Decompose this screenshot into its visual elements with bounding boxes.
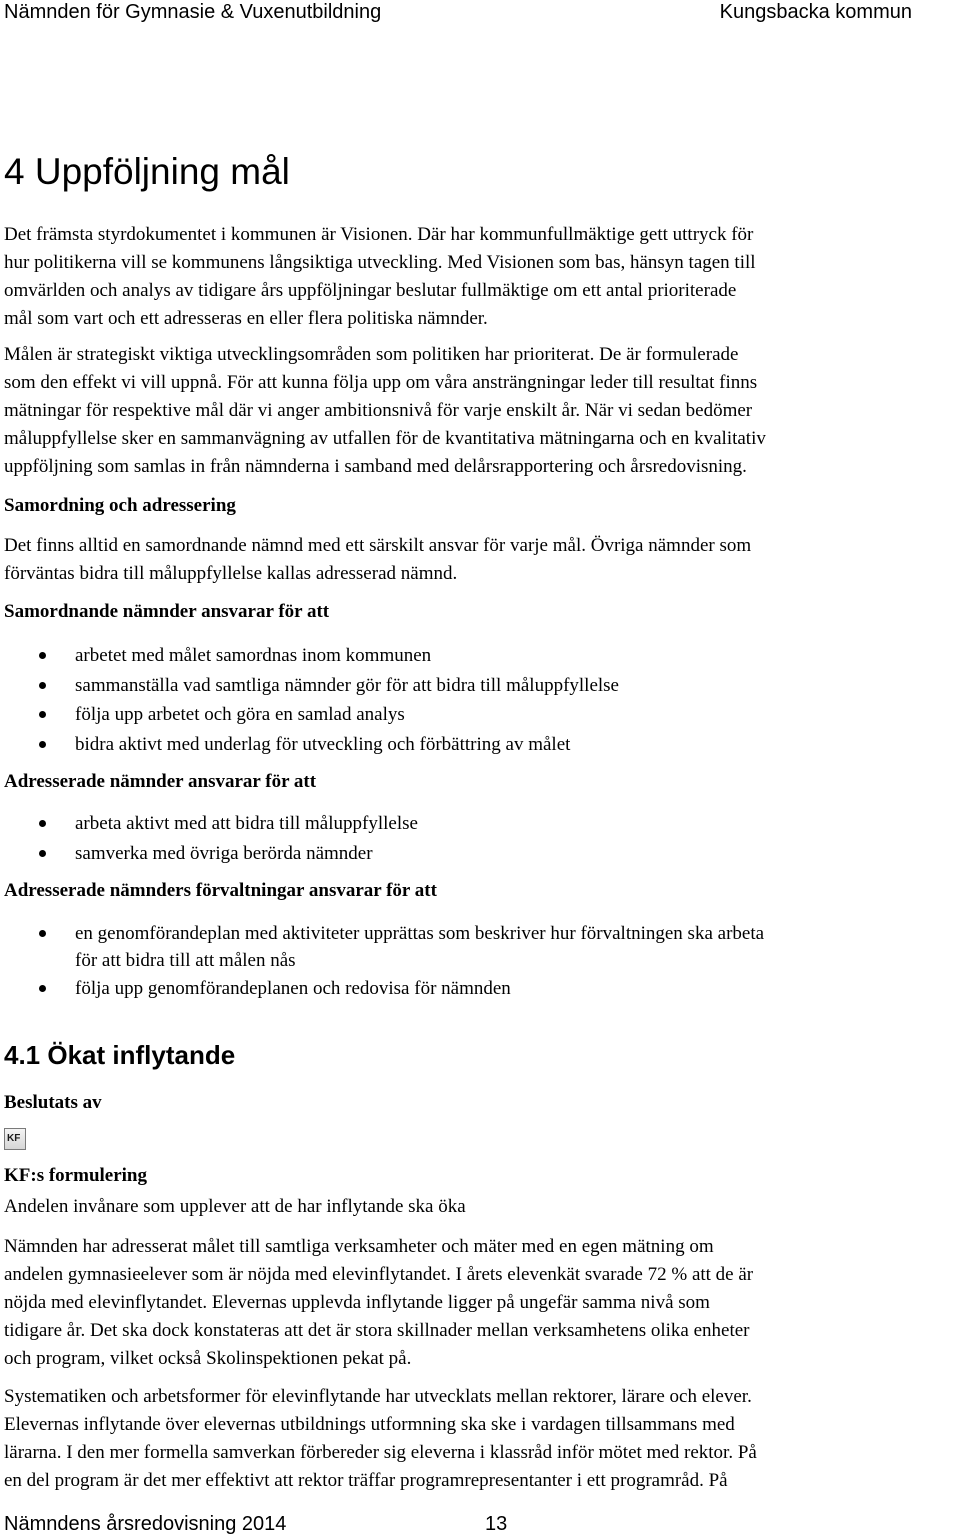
- list-item: sammanställa vad samtliga nämnder gör för att bidra till måluppfyllelse: [0, 671, 960, 701]
- bullet-icon: [39, 850, 46, 857]
- paragraph-line: Systematiken och arbetsformer för elevinflytande har utvecklats mellan rektorer, lärare och elever.: [4, 1386, 752, 1407]
- list-item: arbeta aktivt med att bidra till måluppfyllelse: [0, 809, 960, 839]
- bullet-icon: [39, 741, 46, 748]
- list-item: följa upp genomförandeplanen och redovisa för nämnden: [0, 974, 960, 1004]
- coordination-line: förväntas bidra till måluppfyllelse kallas adresserad nämnd.: [4, 563, 458, 584]
- bullet-icon: [39, 820, 46, 827]
- paragraph-line: Elevernas inflytande över elevernas utbildnings utformning ska ske i vardagen tillsammans med: [4, 1414, 735, 1435]
- decided-by-label: Beslutats av: [4, 1092, 102, 1113]
- intro-paragraph: [4, 221, 960, 333]
- paragraph-line: nöjda med elevinflytandet. Elevernas upplevda inflytande ligger på ungefär samma nivå som: [4, 1292, 710, 1313]
- intro-line: Det främsta styrdokumentet i kommunen är Visionen. Där har kommunfullmäktige gett uttryck för: [4, 224, 754, 245]
- goals-line: måluppfyllelse sker en sammanvägning av utfallen för de kvantitativa mätningarna och en kvalitativ: [4, 428, 766, 449]
- list-item: samverka med övriga berörda nämnder: [0, 839, 960, 869]
- coordination-heading: Samordning och adressering: [4, 495, 236, 516]
- goals-line: Målen är strategiskt viktiga utvecklingsområden som politiken har prioriterat. De är formulerade: [4, 344, 739, 365]
- formulation-label: KF:s formulering: [4, 1165, 148, 1186]
- bullet-icon: [39, 682, 46, 689]
- coordination-line: Det finns alltid en samordnande nämnd med ett särskilt ansvar för varje mål. Övriga nämnder som: [4, 535, 752, 556]
- bullet-icon: [39, 930, 46, 937]
- paragraph-line: lärarna. I den mer formella samverkan förbereder sig eleverna i klassråd inför mötet med rektor. På: [4, 1442, 757, 1463]
- intro-line: omvärlden och analys av tidigare års uppföljningar beslutar fullmäktige om ett antal prioriterade: [4, 280, 737, 301]
- coordinating-committees-list: [0, 641, 960, 759]
- goals-paragraph: [4, 341, 960, 481]
- list-item: följa upp arbetet och göra en samlad analys: [0, 700, 960, 730]
- intro-line: hur politikerna vill se kommunens långsiktiga utveckling. Med Visionen som bas, hänsyn tagen till: [4, 252, 756, 273]
- paragraph-line: andelen gymnasieelever som är nöjda med elevinflytandet. I årets elevenkät svarade 72 % att de är: [4, 1264, 754, 1285]
- paragraph-line: tidigare år. Det ska dock konstateras att det är stora skillnader mellan verksamhetens olika enheter: [4, 1320, 750, 1341]
- kf-icon: KF: [4, 1128, 26, 1150]
- paragraph-line: och program, vilket också Skolinspektionen pekat på.: [4, 1348, 412, 1369]
- coordination-paragraph: [4, 532, 960, 588]
- header-committee-name: Nämnden för Gymnasie & Vuxenutbildning: [4, 1, 382, 23]
- administrations-list: [0, 920, 960, 1004]
- paragraph-line: Nämnden har adresserat målet till samtliga verksamheter och mäter med en egen mätning om: [4, 1236, 714, 1257]
- section-title: 4 Uppföljning mål: [4, 151, 290, 192]
- formulation-text: Andelen invånare som upplever att de har inflytande ska öka: [4, 1196, 466, 1217]
- inflytande-paragraph-1: [4, 1233, 960, 1373]
- bullet-icon: [39, 652, 46, 659]
- addressed-committees-list: [0, 809, 960, 868]
- bullet-icon: [39, 985, 46, 992]
- coordinating-committees-heading: Samordnande nämnder ansvarar för att: [4, 601, 330, 622]
- bullet-icon: [39, 711, 46, 718]
- header-municipality: Kungsbacka kommun: [719, 1, 912, 23]
- paragraph-line: en del program är det mer effektivt att rektor träffar programrepresentanter i ett programråd. På: [4, 1470, 728, 1491]
- inflytande-paragraph-2: [4, 1383, 960, 1495]
- goals-line: uppföljning som samlas in från nämnderna i samband med delårsrapportering och årsredovisning.: [4, 456, 747, 477]
- goals-line: mätningar för respektive mål där vi anger ambitionsnivå för varje enskilt år. När vi sedan bedömer: [4, 400, 753, 421]
- addressed-committees-heading: Adresserade nämnder ansvarar för att: [4, 771, 317, 792]
- administrations-heading: Adresserade nämnders förvaltningar ansvarar för att: [4, 880, 437, 901]
- list-item: en genomförandeplan med aktiviteter upprättas som beskriver hur förvaltningen ska arbeta för att bidra till att målen nås: [0, 920, 960, 974]
- page-number: 13: [485, 1513, 508, 1535]
- list-item: arbetet med målet samordnas inom kommunen: [0, 641, 960, 671]
- subsection-title: 4.1 Ökat inflytande: [4, 1040, 236, 1070]
- goals-line: som den effekt vi vill uppnå. För att kunna följa upp om våra ansträngningar leder till resultat finns: [4, 372, 758, 393]
- list-item: bidra aktivt med underlag för utveckling och förbättring av målet: [0, 730, 960, 760]
- intro-line: mål som vart och ett adresseras en eller flera politiska nämnder.: [4, 308, 488, 329]
- footer-report-title: Nämndens årsredovisning 2014: [4, 1513, 287, 1535]
